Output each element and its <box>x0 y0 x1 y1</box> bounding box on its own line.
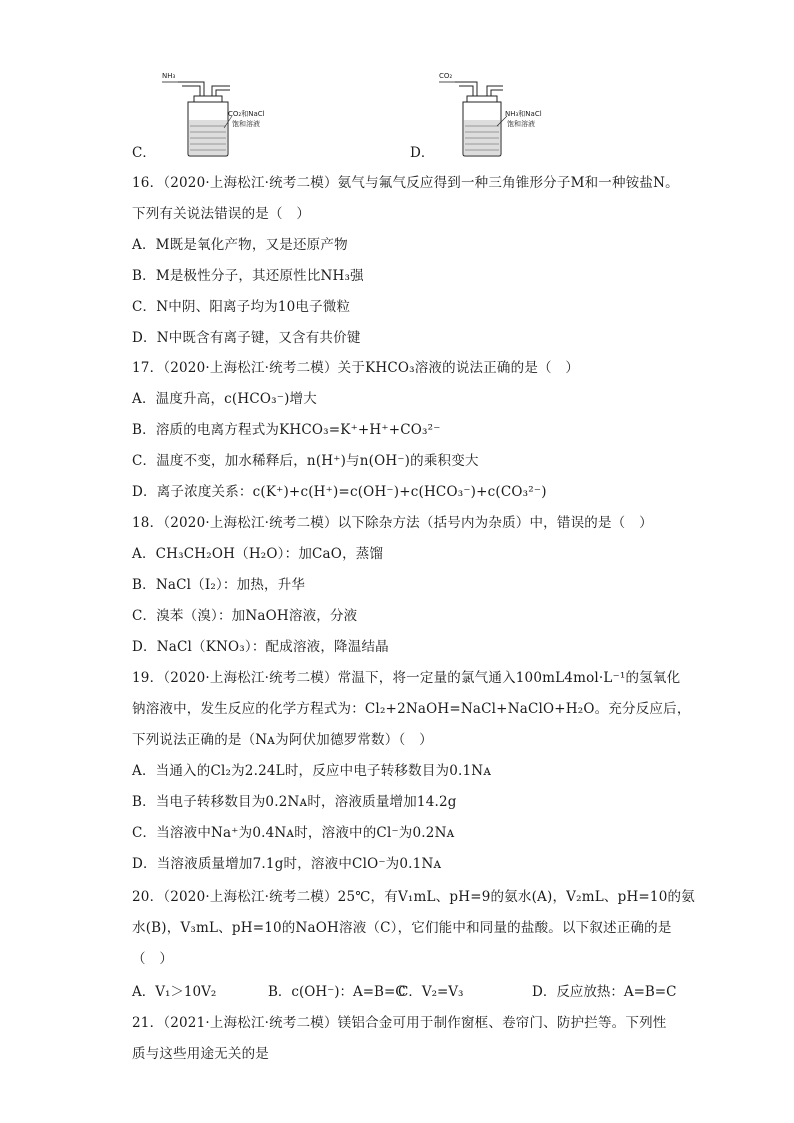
q18-option-d: D．NaCl（KNO₃）：配成溶液，降温结晶 <box>132 639 389 655</box>
q20-option-b: B．c(OH⁻)：A=B=C <box>268 984 406 1000</box>
gas-washing-bottle-d <box>437 68 567 160</box>
q20-option-a: A．V₁＞10V₂ <box>132 984 217 1000</box>
q16-stem-line1: 16．（2020·上海松江·统考二模）氨气与氟气反应得到一种三角锥形分子M和一种铵盐N。 <box>132 175 679 191</box>
q16-option-d: D．N中既含有离子键，又含有共价键 <box>132 330 361 346</box>
q18-option-c: C．溴苯（溴）：加NaOH溶液，分液 <box>132 608 358 624</box>
q16-option-a: A．M既是氧化产物，又是还原产物 <box>132 237 348 253</box>
q17-option-d: D．离子浓度关系：c(K⁺)+c(H⁺)=c(OH⁻)+c(HCO₃⁻)+c(CO₃²⁻) <box>132 484 547 500</box>
gas-washing-bottle-c <box>160 68 280 160</box>
gas-in-label: CO₂ <box>439 72 453 80</box>
figure-c <box>160 68 280 160</box>
q20-stem-line3: （ ） <box>132 951 174 967</box>
solution-label-line2: 饱和溶液 <box>507 120 535 128</box>
q19-option-a: A．当通入的Cl₂为2.24L时，反应中电子转移数目为0.1Nᴀ <box>132 763 492 779</box>
solution-label-line2: 饱和溶液 <box>232 120 260 128</box>
q20-stem-line1: 20．（2020·上海松江·统考二模）25℃，有V₁mL、pH=9的氨水(A)，V₂mL、pH=10的氨 <box>132 889 695 905</box>
q16-stem-line2: 下列有关说法错误的是（ ） <box>132 206 311 222</box>
figure-d <box>437 68 567 160</box>
solution-label-line1: CO₂和NaCl <box>228 110 265 118</box>
q17-stem: 17．（2020·上海松江·统考二模）关于KHCO₃溶液的说法正确的是（ ） <box>132 360 580 376</box>
q21-stem-line1: 21．（2021·上海松江·统考二模）镁铝合金可用于制作窗框、卷帘门、防护拦等。下列性 <box>132 1015 667 1031</box>
q17-option-c: C．温度不变，加水稀释后，n(H⁺)与n(OH⁻)的乘积变大 <box>132 453 479 469</box>
q19-stem-line3: 下列说法正确的是（Nᴀ为阿伏加德罗常数）（ ） <box>132 732 433 748</box>
gas-in-label: NH₃ <box>162 72 176 80</box>
q16-option-b: B．M是极性分子，其还原性比NH₃强 <box>132 268 364 284</box>
q16-option-c: C．N中阴、阳离子均为10电子微粒 <box>132 299 351 315</box>
option-d-label: D． <box>410 145 435 161</box>
q20-options-row <box>132 982 677 1002</box>
q20-option-d: D．反应放热：A=B=C <box>532 984 677 1000</box>
q17-option-b: B．溶质的电离方程式为KHCO₃=K⁺+H⁺+CO₃²⁻ <box>132 422 441 438</box>
q19-option-b: B．当电子转移数目为0.2Nᴀ时，溶液质量增加14.2g <box>132 794 457 810</box>
q20-stem-line2: 水(B)，V₃mL、pH=10的NaOH溶液（C），它们能中和同量的盐酸。以下叙述正确的是 <box>132 920 672 936</box>
q19-option-d: D．当溶液质量增加7.1g时，溶液中ClO⁻为0.1Nᴀ <box>132 856 442 872</box>
q19-stem-line1: 19．（2020·上海松江·统考二模）常温下，将一定量的氯气通入100mL4mol·L⁻¹的氢氧化 <box>132 670 681 686</box>
solution-label-line1: NH₃和NaCl <box>505 110 542 118</box>
option-c-label: C． <box>132 145 156 161</box>
q21-stem-line2: 质与这些用途无关的是 <box>132 1046 269 1062</box>
q18-stem: 18．（2020·上海松江·统考二模）以下除杂方法（括号内为杂质）中，错误的是（ ） <box>132 515 653 531</box>
q19-stem-line2: 钠溶液中，发生反应的化学方程式为：Cl₂+2NaOH=NaCl+NaClO+H₂O。充分反应后， <box>132 701 691 717</box>
q18-option-a: A．CH₃CH₂OH（H₂O）：加CaO，蒸馏 <box>132 546 384 562</box>
q18-option-b: B．NaCl（I₂）：加热，升华 <box>132 577 306 593</box>
q19-option-c: C．当溶液中Na⁺为0.4Nᴀ时，溶液中的Cl⁻为0.2Nᴀ <box>132 825 455 841</box>
q20-option-c: C．V₂=V₃ <box>398 984 464 1000</box>
q17-option-a: A．温度升高，c(HCO₃⁻)增大 <box>132 391 317 407</box>
